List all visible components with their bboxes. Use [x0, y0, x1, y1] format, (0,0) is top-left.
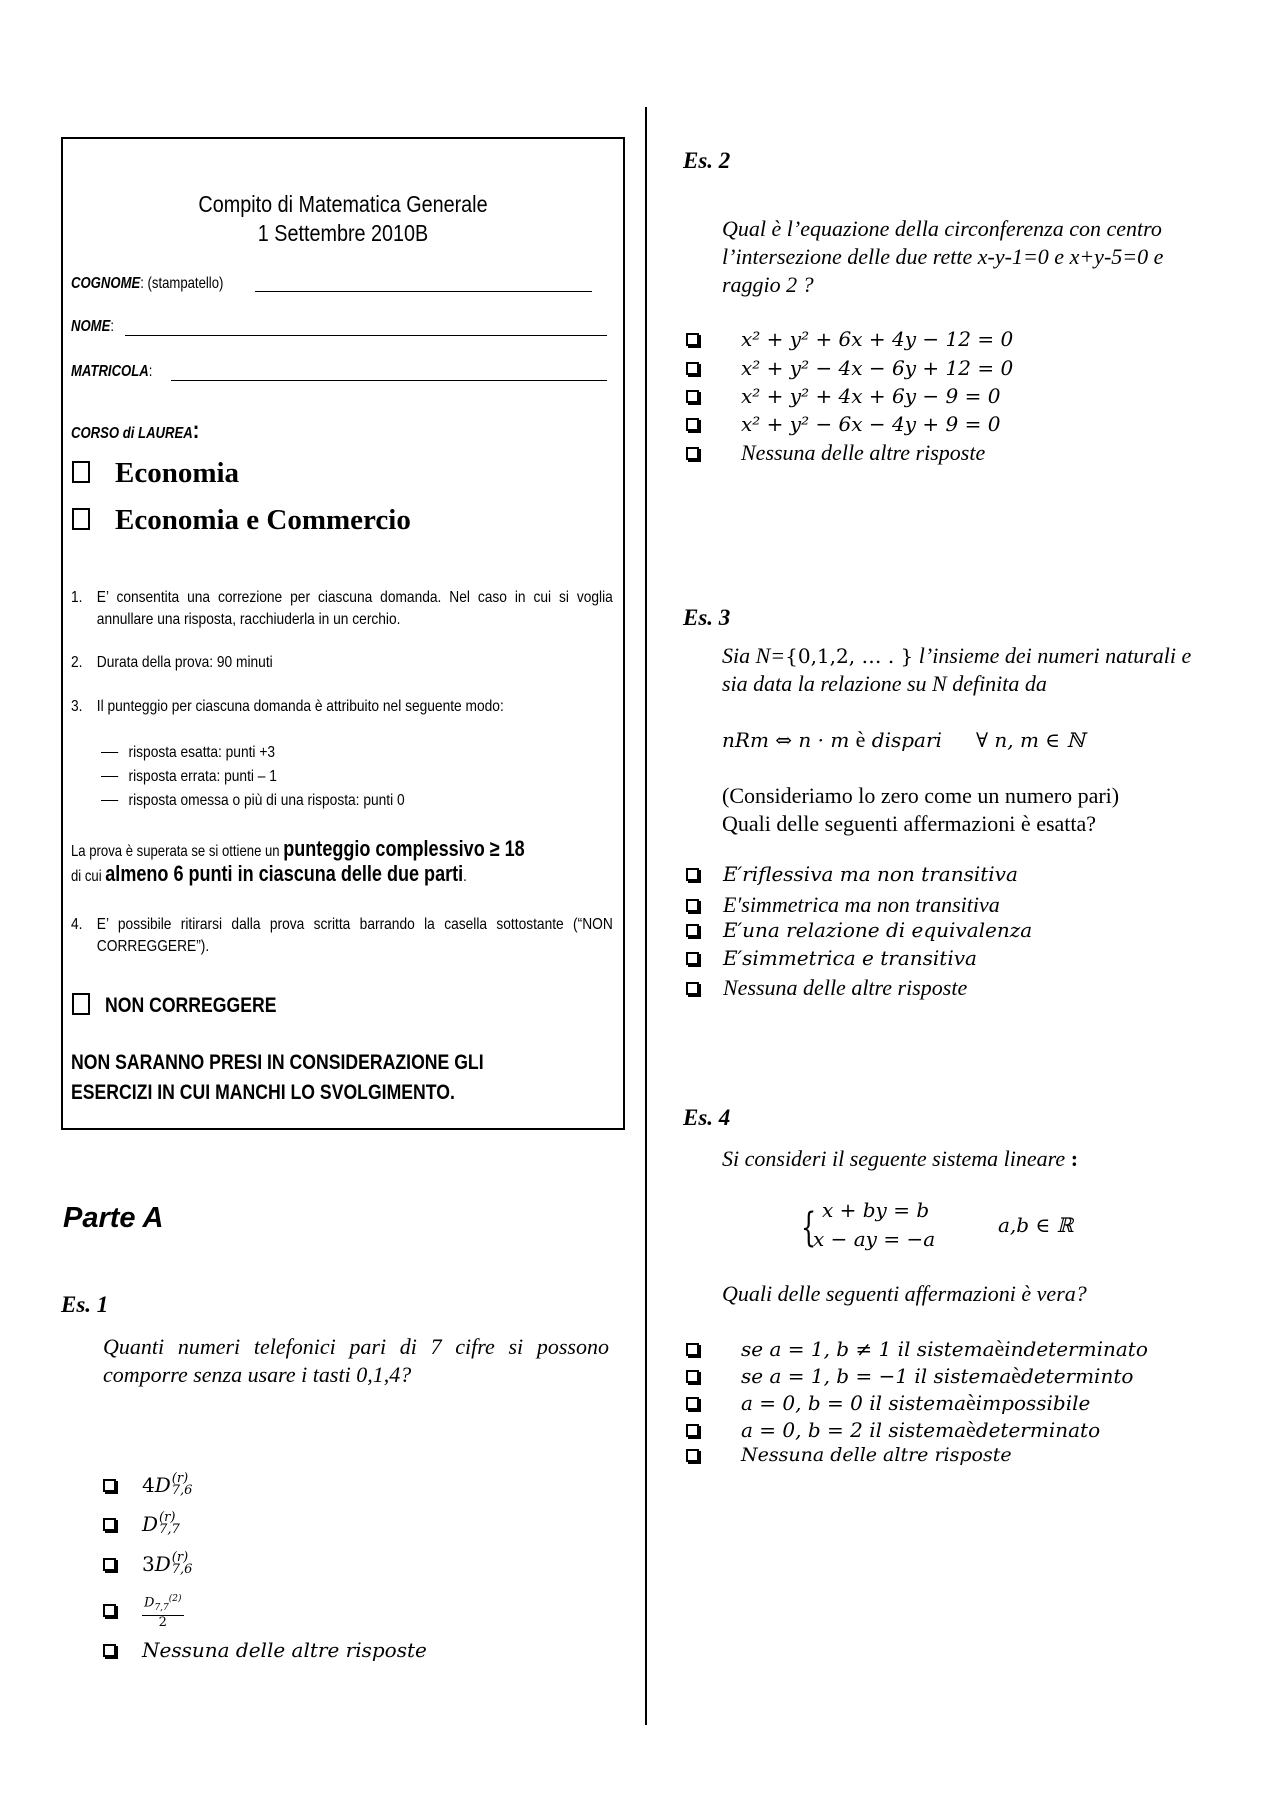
- es3-prompt: Quali delle seguenti affermazioni è esatta?: [722, 811, 1097, 836]
- es2-option-3[interactable]: x² + y² + 4x + 6y − 9 = 0: [686, 384, 1000, 408]
- es3-option-2[interactable]: E′simmetrica ma non transitiva: [686, 892, 1000, 918]
- cognome-label: COGNOME: (stampatello): [71, 275, 224, 292]
- es3-option-5[interactable]: Nessuna delle altre risposte: [686, 975, 967, 1001]
- es2-option-4[interactable]: x² + y² − 6x − 4y + 9 = 0: [686, 412, 1000, 436]
- checkbox-icon[interactable]: [686, 333, 699, 346]
- cognome-field[interactable]: [255, 291, 592, 292]
- matricola-field[interactable]: [171, 380, 607, 381]
- checkbox-icon[interactable]: [103, 1604, 116, 1617]
- es2-option-5[interactable]: Nessuna delle altre risposte: [686, 440, 985, 466]
- course-economia: Economia: [115, 457, 240, 489]
- checkbox-icon[interactable]: [686, 1397, 699, 1410]
- pass-condition-line2: di cui almeno 6 punti in ciascuna delle due parti.: [71, 861, 467, 886]
- es3-relation: nRm ⇔ n · m è dispari ∀ n, m ∈ ℕ: [722, 727, 1085, 752]
- score-wrong: risposta errata: punti – 1: [101, 768, 277, 786]
- economia-commercio-checkbox[interactable]: [72, 508, 90, 530]
- es1-option-2[interactable]: D (r) 7,7: [103, 1512, 180, 1536]
- es1-option-3[interactable]: 3 D (r) 7,6: [103, 1552, 192, 1576]
- es4-option-1[interactable]: se a = 1, b ≠ 1 il sistema è indeterminato: [686, 1336, 1148, 1362]
- es4-label: Es. 4: [683, 1105, 731, 1130]
- rule-4: 4. E’ possibile ritirarsi dalla prova scritta barrando la casella sottostante (“NON CORREGGERE”).: [71, 916, 613, 955]
- nome-field[interactable]: [125, 335, 607, 336]
- checkbox-icon[interactable]: [103, 1558, 116, 1571]
- column-divider: [645, 107, 647, 1725]
- checkbox-icon[interactable]: [686, 362, 699, 375]
- system-brace: {: [801, 1205, 817, 1251]
- es4-option-2[interactable]: se a = 1, b = −1 il sistema è determinto: [686, 1363, 1133, 1389]
- course-economia-commercio: Economia e Commercio: [115, 504, 411, 536]
- corso-label: CORSO di LAUREA:: [71, 417, 200, 444]
- es3-option-3[interactable]: E′una relazione di equivalenza: [686, 918, 1032, 942]
- system-eq-1: x + by = b: [822, 1198, 930, 1222]
- exam-date: 1 Settembre 2010B: [257, 220, 429, 246]
- es2-label: Es. 2: [683, 148, 731, 173]
- header-box: Compito di Matematica Generale 1 Settembre 2010B COGNOME: (stampatello) NOME: MATRICOLA: CORSO di LAUREA: Economia Economia e Commercio 1. E’ consentita una correzione per ciascuna domanda. Nel caso in cui si voglia annullare una risposta, racchiuderla in un cerchio. 2. Durata della prova: 90 minuti 3. Il punteggio per ciascuna domanda è attribuito nel seguente modo: risposta esatta: punti +3 risposta errata: punti – 1 risposta omessa o più di una risposta: punti 0 La prova è superata se si ottiene un punteggio complessivo ≥ 18 di cui almeno 6 punti in ciascuna delle due parti. 4. E’ possibile ritirarsi dalla prova scritta barrando la casella sottostante (“NON CORREGGERE”). NON CORREGGERE NON SARANNO PRESI IN CONSIDERAZIONE GLI ESERCIZI IN CUI MANCHI LO SVOLGIMENTO.: [61, 137, 625, 1130]
- es4-intro: Si consideri il seguente sistema lineare :: [722, 1146, 1079, 1171]
- checkbox-icon[interactable]: [103, 1479, 116, 1492]
- es1-label: Es. 1: [61, 1292, 109, 1317]
- checkbox-icon[interactable]: [686, 1370, 699, 1383]
- checkbox-icon[interactable]: [686, 1424, 699, 1437]
- warning-line-2: ESERCIZI IN CUI MANCHI LO SVOLGIMENTO.: [71, 1081, 455, 1104]
- checkbox-icon[interactable]: [686, 390, 699, 403]
- score-omitted: risposta omessa o più di una risposta: punti 0: [101, 792, 405, 810]
- es3-option-1[interactable]: E′riflessiva ma non transitiva: [686, 862, 1018, 886]
- es1-question: Quanti numeri telefonici pari di 7 cifre si possono comporre senza usare i tasti 0,1,4?: [103, 1334, 609, 1387]
- non-correggere-label: NON CORREGGERE: [105, 994, 277, 1017]
- section-title: Parte A: [63, 1202, 164, 1234]
- checkbox-icon[interactable]: [686, 447, 699, 460]
- warning-line-1: NON SARANNO PRESI IN CONSIDERAZIONE GLI: [71, 1051, 484, 1074]
- rule-1: 1. E’ consentita una correzione per ciascuna domanda. Nel caso in cui si voglia annullare una risposta, racchiuderla in un cerchio.: [71, 589, 613, 628]
- es3-option-4[interactable]: E′simmetrica e transitiva: [686, 946, 977, 970]
- pass-condition-line1: La prova è superata se si ottiene un punteggio complessivo ≥ 18: [71, 836, 525, 861]
- es2-option-1[interactable]: x² + y² + 6x + 4y − 12 = 0: [686, 327, 1013, 351]
- es4-option-3[interactable]: a = 0, b = 0 il sistema è impossibile: [686, 1390, 1090, 1416]
- checkbox-icon[interactable]: [686, 868, 699, 881]
- checkbox-icon[interactable]: [686, 899, 699, 912]
- checkbox-icon[interactable]: [686, 1449, 699, 1462]
- checkbox-icon[interactable]: [686, 952, 699, 965]
- checkbox-icon[interactable]: [686, 924, 699, 937]
- checkbox-icon[interactable]: [686, 1343, 699, 1356]
- es3-question-line2: sia data la relazione su N definita da: [722, 671, 1047, 696]
- es1-option-5[interactable]: Nessuna delle altre risposte: [103, 1638, 427, 1662]
- es2-question: Qual è l’equazione della circonferenza con centro l’intersezione delle due rette x-y-1=0 e x+y-5=0 e raggio 2 ?: [722, 216, 1164, 297]
- es3-note: (Consideriamo lo zero come un numero pari): [722, 783, 1120, 808]
- es4-option-4[interactable]: a = 0, b = 2 il sistema è determinato: [686, 1417, 1100, 1443]
- es1-option-1[interactable]: 4 D (r) 7,6: [103, 1473, 192, 1497]
- exam-title: Compito di Matematica Generale: [198, 191, 488, 217]
- matricola-label: MATRICOLA:: [71, 363, 153, 380]
- checkbox-icon[interactable]: [103, 1644, 116, 1657]
- score-correct: risposta esatta: punti +3: [101, 744, 275, 762]
- system-eq-2: x − ay = −a: [813, 1227, 936, 1251]
- non-correggere-checkbox[interactable]: [72, 993, 90, 1015]
- checkbox-icon[interactable]: [103, 1518, 116, 1531]
- es4-option-5[interactable]: Nessuna delle altre risposte: [686, 1444, 1012, 1466]
- es1-option-4[interactable]: $\frac{D_{7,7}^{(2)}}{2}$: [103, 1592, 184, 1630]
- system-domain: a,b ∈ ℝ: [998, 1213, 1074, 1237]
- es2-option-2[interactable]: x² + y² − 4x − 6y + 12 = 0: [686, 356, 1013, 380]
- es4-question: Quali delle seguenti affermazioni è vera?: [722, 1281, 1087, 1306]
- nome-label: NOME:: [71, 318, 115, 335]
- economia-checkbox[interactable]: [72, 461, 90, 483]
- es3-question-line1: Sia N={0,1,2, … . } l’insieme dei numeri naturali e: [722, 643, 1192, 668]
- checkbox-icon[interactable]: [686, 418, 699, 431]
- es3-label: Es. 3: [683, 605, 731, 630]
- checkbox-icon[interactable]: [686, 982, 699, 995]
